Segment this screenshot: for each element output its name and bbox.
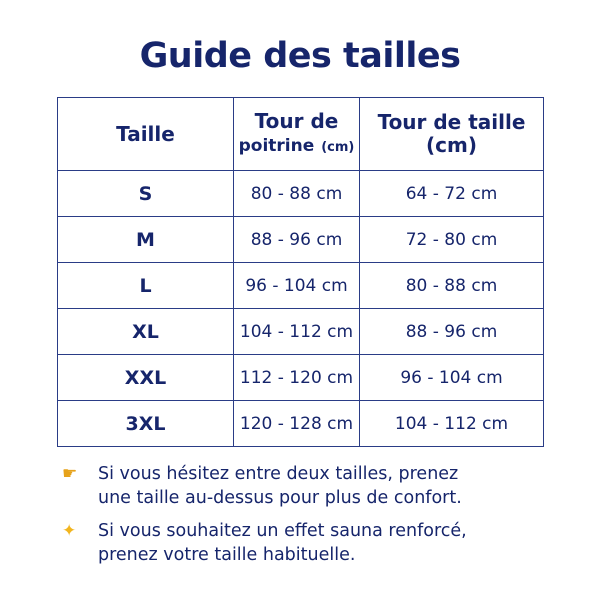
note-item bbox=[62, 519, 582, 567]
note-text: Si vous hésitez entre deux tailles, prenez une taille au-dessus pour plus de confort. bbox=[98, 464, 462, 508]
size-cell: XL bbox=[58, 309, 234, 355]
waist-cell: 104 - 112 cm bbox=[360, 401, 544, 447]
size-cell: XXL bbox=[58, 355, 234, 401]
size-cell: 3XL bbox=[58, 401, 234, 447]
header-size: Taille bbox=[58, 98, 234, 171]
size-cell: S bbox=[58, 171, 234, 217]
size-table bbox=[57, 97, 544, 447]
chest-cell: 96 - 104 cm bbox=[234, 263, 360, 309]
table-row bbox=[58, 217, 544, 263]
header-chest: Tour de poitrine (cm) bbox=[234, 98, 360, 171]
table-row bbox=[58, 401, 544, 447]
waist-cell: 96 - 104 cm bbox=[360, 355, 544, 401]
size-cell: M bbox=[58, 217, 234, 263]
waist-cell: 64 - 72 cm bbox=[360, 171, 544, 217]
chest-cell: 88 - 96 cm bbox=[234, 217, 360, 263]
table-row bbox=[58, 263, 544, 309]
table-row bbox=[58, 309, 544, 355]
waist-cell: 88 - 96 cm bbox=[360, 309, 544, 355]
table-row bbox=[58, 355, 544, 401]
sparkles-icon: ✦ bbox=[62, 521, 77, 541]
chest-cell: 112 - 120 cm bbox=[234, 355, 360, 401]
pointing-hand-icon: ☛ bbox=[62, 464, 78, 484]
waist-cell: 80 - 88 cm bbox=[360, 263, 544, 309]
chest-cell: 80 - 88 cm bbox=[234, 171, 360, 217]
size-cell: L bbox=[58, 263, 234, 309]
chest-cell: 104 - 112 cm bbox=[234, 309, 360, 355]
page-title: Guide des tailles bbox=[139, 36, 461, 76]
waist-cell: 72 - 80 cm bbox=[360, 217, 544, 263]
header-waist: Tour de taille (cm) bbox=[360, 98, 544, 171]
table-row bbox=[58, 171, 544, 217]
table-header-row bbox=[58, 98, 544, 171]
chest-cell: 120 - 128 cm bbox=[234, 401, 360, 447]
note-item bbox=[62, 462, 582, 510]
note-text: Si vous souhaitez un effet sauna renforcé, prenez votre taille habituelle. bbox=[98, 521, 467, 565]
notes bbox=[62, 462, 582, 576]
